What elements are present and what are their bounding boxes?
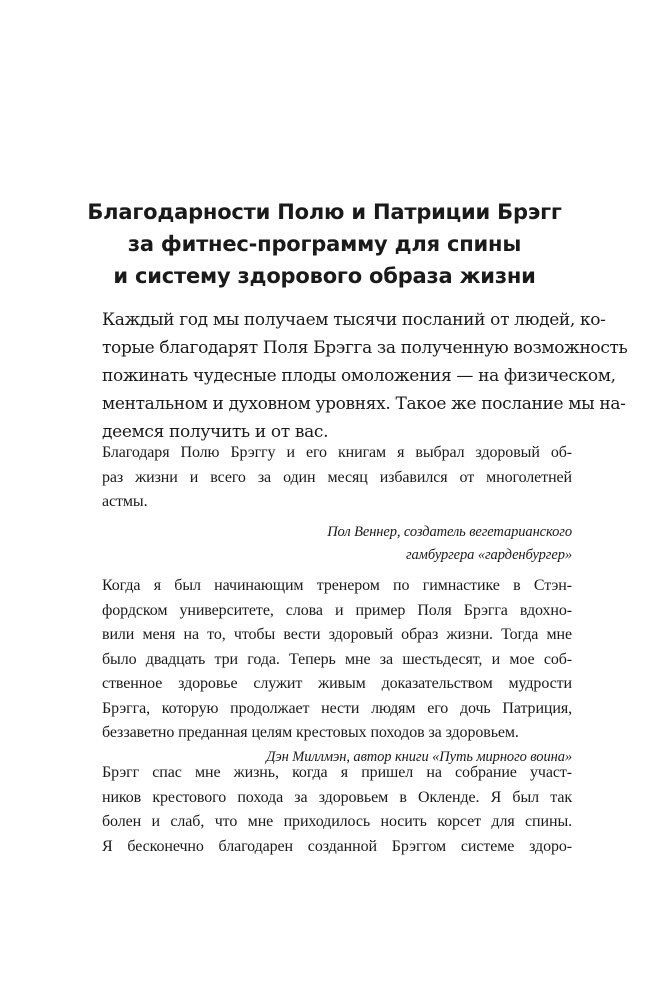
testimonial-line: Брэгга, которую продолжает нести людям его дочь Патриция, — [102, 699, 572, 717]
heading-line: за фитнес-программу для спины — [127, 232, 522, 256]
author-line: Пол Веннер, создатель вегетарианского — [327, 523, 572, 540]
intro-paragraph — [102, 306, 628, 446]
intro-line: ментальном и духовном уровнях. Такое же послание мы на- — [102, 394, 626, 414]
testimonial-line: ственное здоровье служит живым доказательством мудрости — [102, 675, 572, 692]
intro-line: пожинать чудесные плоды омоложения — на физическом, — [102, 366, 616, 386]
testimonial-line: Я бесконечно благодарен созданной Брэггом системе здоро- — [102, 837, 572, 855]
testimonial-line: ников крестового похода за здоровьем в Окленде. Я был так — [102, 788, 572, 806]
testimonial-line: астмы. — [102, 493, 148, 510]
heading-line: Благодарности Полю и Патриции Брэгг — [87, 200, 562, 224]
intro-line: деемся получить и от вас. — [102, 422, 329, 442]
testimonial-line: болен и слаб, что мне приходилось носить корсет для спины. — [102, 813, 572, 830]
testimonial-author — [102, 521, 572, 567]
testimonial-line: вили меня на то, чтобы вести здоровый образ жизни. Тогда мне — [102, 626, 572, 643]
testimonial-wenner — [102, 441, 572, 567]
author-line: Дэн Миллмэн, автор книги «Путь мирного воина» — [266, 748, 572, 765]
testimonial-millman — [102, 574, 572, 769]
testimonial-line: Брэгг спас мне жизнь, когда я пришел на собрание участ- — [102, 764, 572, 781]
testimonial-line: беззаветно преданная целям крестовых походов за здоровьем. — [102, 724, 519, 741]
intro-line: Каждый год мы получаем тысячи посланий от людей, ко- — [102, 310, 606, 330]
testimonial-oakland — [102, 761, 572, 859]
section-heading — [60, 196, 589, 292]
testimonial-line: Благодаря Полю Брэггу и его книгам я выбрал здоровый об- — [102, 444, 572, 461]
testimonial-line: Когда я был начинающим тренером по гимнастике в Стэн- — [102, 577, 572, 594]
intro-line: торые благодарят Поля Брэгга за полученную возможность — [102, 338, 628, 358]
testimonial-line: было двадцать три года. Теперь мне за шестьдесят, и мое соб- — [102, 650, 572, 668]
author-line: гамбургера «гарденбургер» — [405, 546, 572, 563]
testimonial-line: раз жизни и всего за один месяц избавился от многолетней — [102, 468, 572, 486]
testimonial-line: фордском университете, слова и пример Поля Брэгга вдохно- — [102, 601, 572, 619]
heading-line: и систему здорового образа жизни — [113, 264, 536, 288]
